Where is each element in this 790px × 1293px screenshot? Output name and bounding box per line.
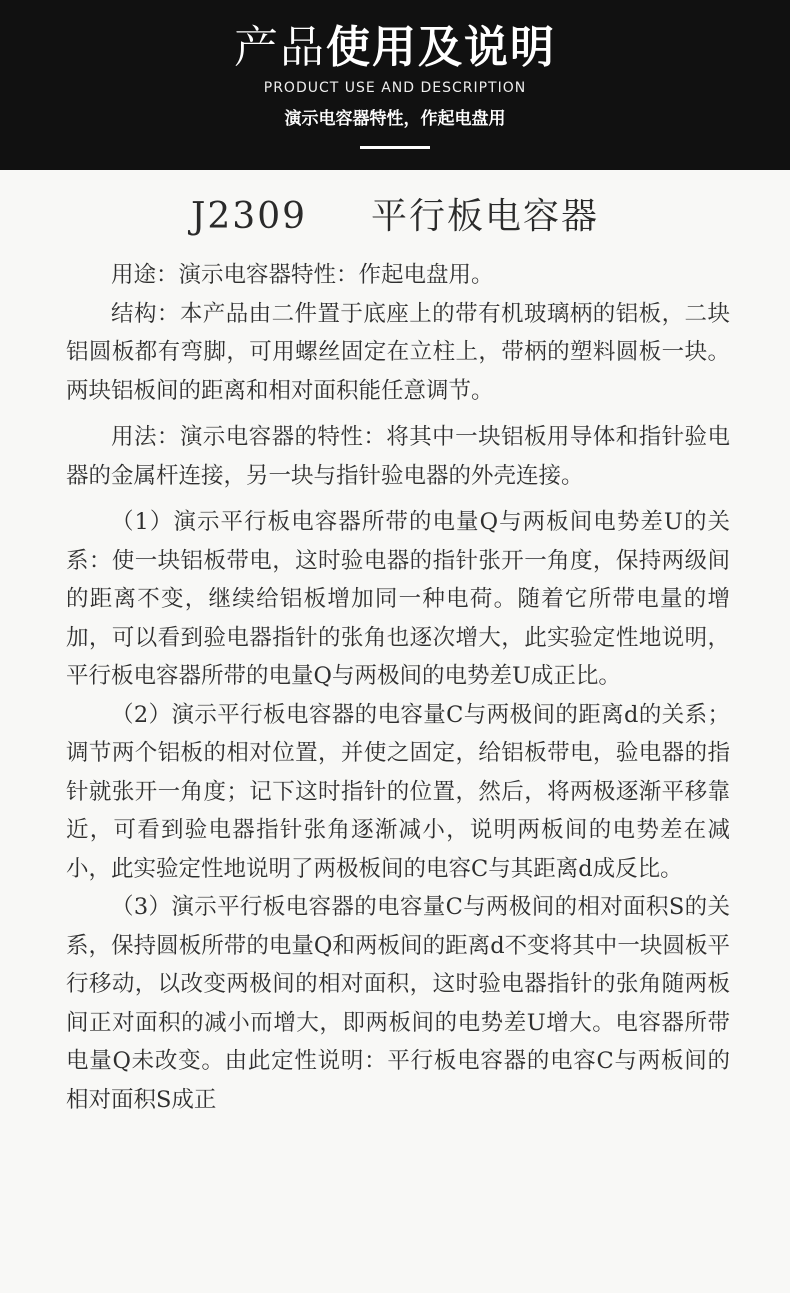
paragraph-experiment-1: （1）演示平行板电容器所带的电量Q与两板间电势差U的关系：使一块铝板带电，这时验电器的指针张开一角度，保持两级间的距离不变，继续给铝板增加同一种电荷。随着它所带电量的增加，可以看到验电器指针的张角也逐次增大，此实验定性地说明，平行板电容器所带的电量Q与两极间的电势差U成正比。 (66, 509, 730, 689)
paragraph-experiment-2: （2）演示平行板电容器的电容量C与两极间的距离d的关系；调节两个铝板的相对位置，并使之固定，给铝板带电，验电器的指针就张开一角度；记下这时指针的位置，然后，将两极逐渐平移靠近，可看到验电器指针张角逐渐减小，说明两板间的电势差在减小，此实验定性地说明了两极板间的电容C与其距离d成反比。 (66, 701, 730, 882)
document-body (66, 256, 730, 1119)
banner-subtitle-chinese: 演示电容器特性，作起电盘用 (284, 109, 506, 129)
banner-title (0, 22, 790, 74)
banner-subtitle-english: PRODUCT USE AND DESCRIPTION (263, 80, 527, 96)
paragraph-usage: 用法：演示电容器的特性：将其中一块铝板用导体和指针验电器的金属杆连接，另一块与指针验电器的外壳连接。 (66, 424, 730, 489)
document-title (0, 188, 790, 239)
product-name: 平行板电容器 (371, 196, 600, 237)
paragraph-structure: 结构：本产品由二件置于底座上的带有机玻璃柄的铝板，二块铝圆板都有弯脚，可用螺丝固定在立柱上，带柄的塑料圆板一块。两块铝板间的距离和相对面积能任意调节。 (66, 300, 730, 404)
scanned-document (0, 170, 790, 1293)
banner-underline-divider (360, 146, 430, 149)
paragraph-experiment-3: （3）演示平行板电容器的电容量C与两极间的相对面积S的关系，保持圆板所带的电量Q和两板间的距离d不变将其中一块圆板平行移动，以改变两极间的相对面积，这时验电器指针的张角随两板间正对面积的减小而增大，即两板间的电势差U增大。电容器所带电量Q未改变。由此定性说明：平行板电容器的电容C与两板间的相对面积S成正 (66, 894, 730, 1113)
banner-title-light: 产品 (234, 22, 326, 73)
header-banner (0, 0, 790, 170)
banner-title-bold: 使用及说明 (326, 22, 556, 73)
product-model-number: J2309 (190, 196, 308, 237)
paragraph-purpose: 用途：演示电容器特性：作起电盘用。 (111, 262, 494, 288)
